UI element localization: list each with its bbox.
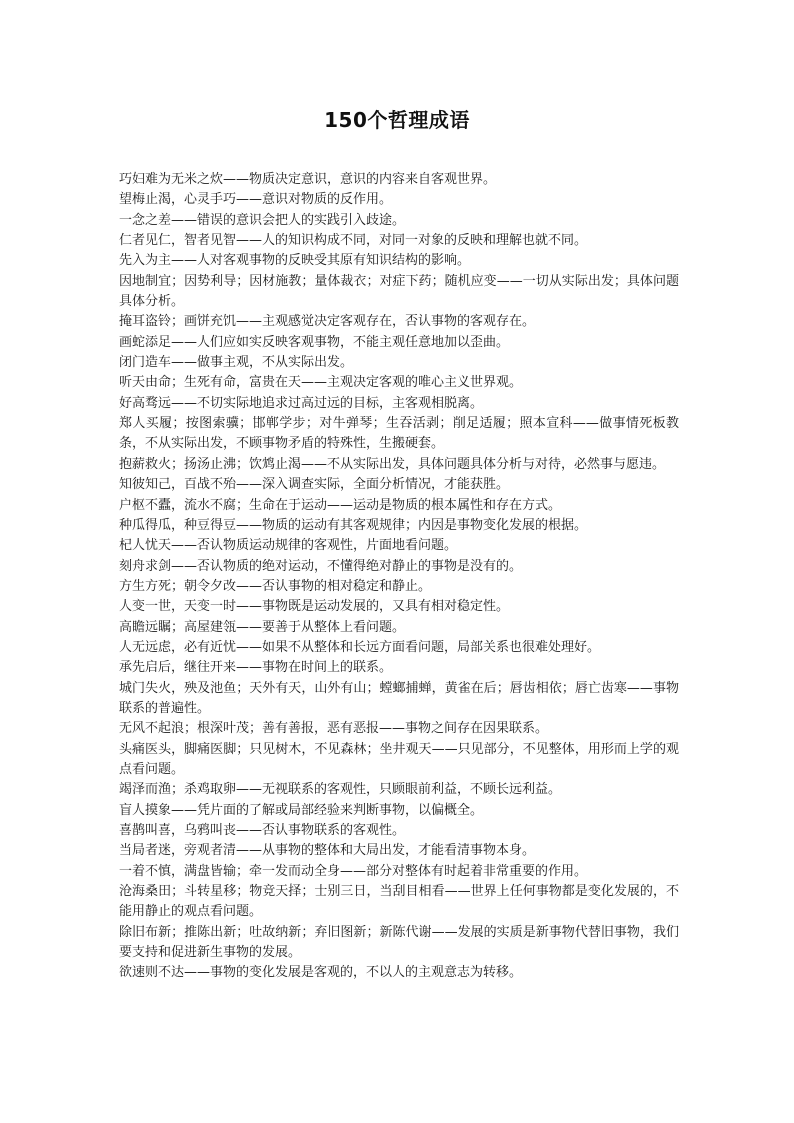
paragraph: 因地制宜；因势利导；因材施教；量体裁衣；对症下药；随机应变——一切从实际出发；具体问题具体分析。 [119, 273, 679, 310]
paragraph: 沧海桑田；斗转星移；物竞天择；士别三日，当刮目相看——世界上任何事物都是变化发展的，不能用静止的观点看问题。 [119, 884, 679, 920]
paragraph: 好高骛远——不切实际地追求过高过远的目标，主客观相脱离。 [119, 395, 484, 411]
paragraph: 画蛇添足——人们应如实反映客观事物，不能主观任意地加以歪曲。 [119, 334, 510, 350]
paragraph: 喜鹊叫喜，乌鸦叫丧——否认事物联系的客观性。 [119, 823, 406, 838]
paragraph: 头痛医头，脚痛医脚；只见树木，不见森林；坐井观天——只见部分，不见整体，用形而上学的观点看问题。 [119, 741, 679, 777]
paragraph: 一着不慎，满盘皆输；牵一发而动全身——部分对整体有时起着非常重要的作用。 [119, 863, 588, 879]
paragraph: 抱薪救火；扬汤止沸；饮鸩止渴——不从实际出发，具体问题具体分析与对待，必然事与愿违。 [119, 456, 666, 472]
page-title: 150个哲理成语 [324, 108, 470, 132]
paragraph: 听天由命；生死有命，富贵在天——主观决定客观的唯心主义世界观。 [119, 375, 523, 391]
paragraph: 巧妇难为无米之炊——物质决定意识，意识的内容来自客观世界。 [119, 172, 497, 187]
paragraph: 知彼知己，百战不殆——深入调查实际，全面分析情况，才能获胜。 [119, 477, 510, 493]
paragraph: 高瞻远瞩；高屋建瓴——要善于从整体上看问题。 [119, 619, 406, 635]
paragraph: 户枢不蠹，流水不腐；生命在于运动——运动是物质的根本属性和存在方式。 [119, 497, 562, 513]
paragraph: 人变一世，天变一时——事物既是运动发展的，又具有相对稳定性。 [119, 599, 510, 615]
paragraph: 掩耳盗铃；画饼充饥——主观感觉决定客观存在，否认事物的客观存在。 [119, 314, 536, 330]
document-body [119, 170, 679, 984]
paragraph: 杞人忧天——否认物质运动规律的客观性，片面地看问题。 [119, 538, 458, 554]
paragraph: 望梅止渴，心灵手巧——意识对物质的反作用。 [119, 192, 393, 208]
paragraph: 种瓜得瓜，种豆得豆——物质的运动有其客观规律；内因是事物变化发展的根据。 [119, 517, 588, 533]
paragraph: 郑人买履；按图索骥；邯郸学步；对牛弹琴；生吞活剥；削足适履；照本宣科——做事情死板教条，不从实际出发，不顾事物矛盾的特殊性，生搬硬套。 [119, 416, 679, 452]
paragraph: 闭门造车——做事主观，不从实际出发。 [119, 355, 354, 371]
paragraph: 盲人摸象——凭片面的了解或局部经验来判断事物，以偏概全。 [119, 802, 484, 818]
paragraph: 除旧布新；推陈出新；吐故纳新；弃旧图新；新陈代谢——发展的实质是新事物代替旧事物，我们要支持和促进新生事物的发展。 [119, 924, 679, 961]
paragraph: 方生方死；朝令夕改——否认事物的相对稳定和静止。 [119, 578, 432, 594]
paragraph: 当局者迷，旁观者清——从事物的整体和大局出发，才能看清事物本身。 [119, 843, 536, 859]
paragraph: 无风不起浪；根深叶茂；善有善报，恶有恶报——事物之间存在因果联系。 [119, 721, 549, 737]
paragraph: 刻舟求剑——否认物质的绝对运动，不懂得绝对静止的事物是没有的。 [119, 558, 523, 574]
paragraph: 城门失火，殃及池鱼；天外有天，山外有山；螳螂捕蝉，黄雀在后；唇齿相依；唇亡齿寒——事物联系的普遍性。 [119, 680, 679, 716]
paragraph: 一念之差——错误的意识会把人的实践引入歧途。 [119, 212, 406, 228]
paragraph: 承先启后，继往开来——事物在时间上的联系。 [119, 660, 393, 676]
paragraph: 竭泽而渔；杀鸡取卵——无视联系的客观性，只顾眼前利益，不顾长远利益。 [119, 782, 562, 798]
paragraph: 先入为主——人对客观事物的反映受其原有知识结构的影响。 [119, 253, 471, 269]
paragraph: 仁者见仁，智者见智——人的知识构成不同，对同一对象的反映和理解也就不同。 [119, 233, 588, 249]
paragraph: 人无远虑，必有近忧——如果不从整体和长远方面看问题，局部关系也很难处理好。 [119, 639, 601, 655]
paragraph: 欲速则不达——事物的变化发展是客观的，不以人的主观意志为转移。 [119, 965, 523, 981]
